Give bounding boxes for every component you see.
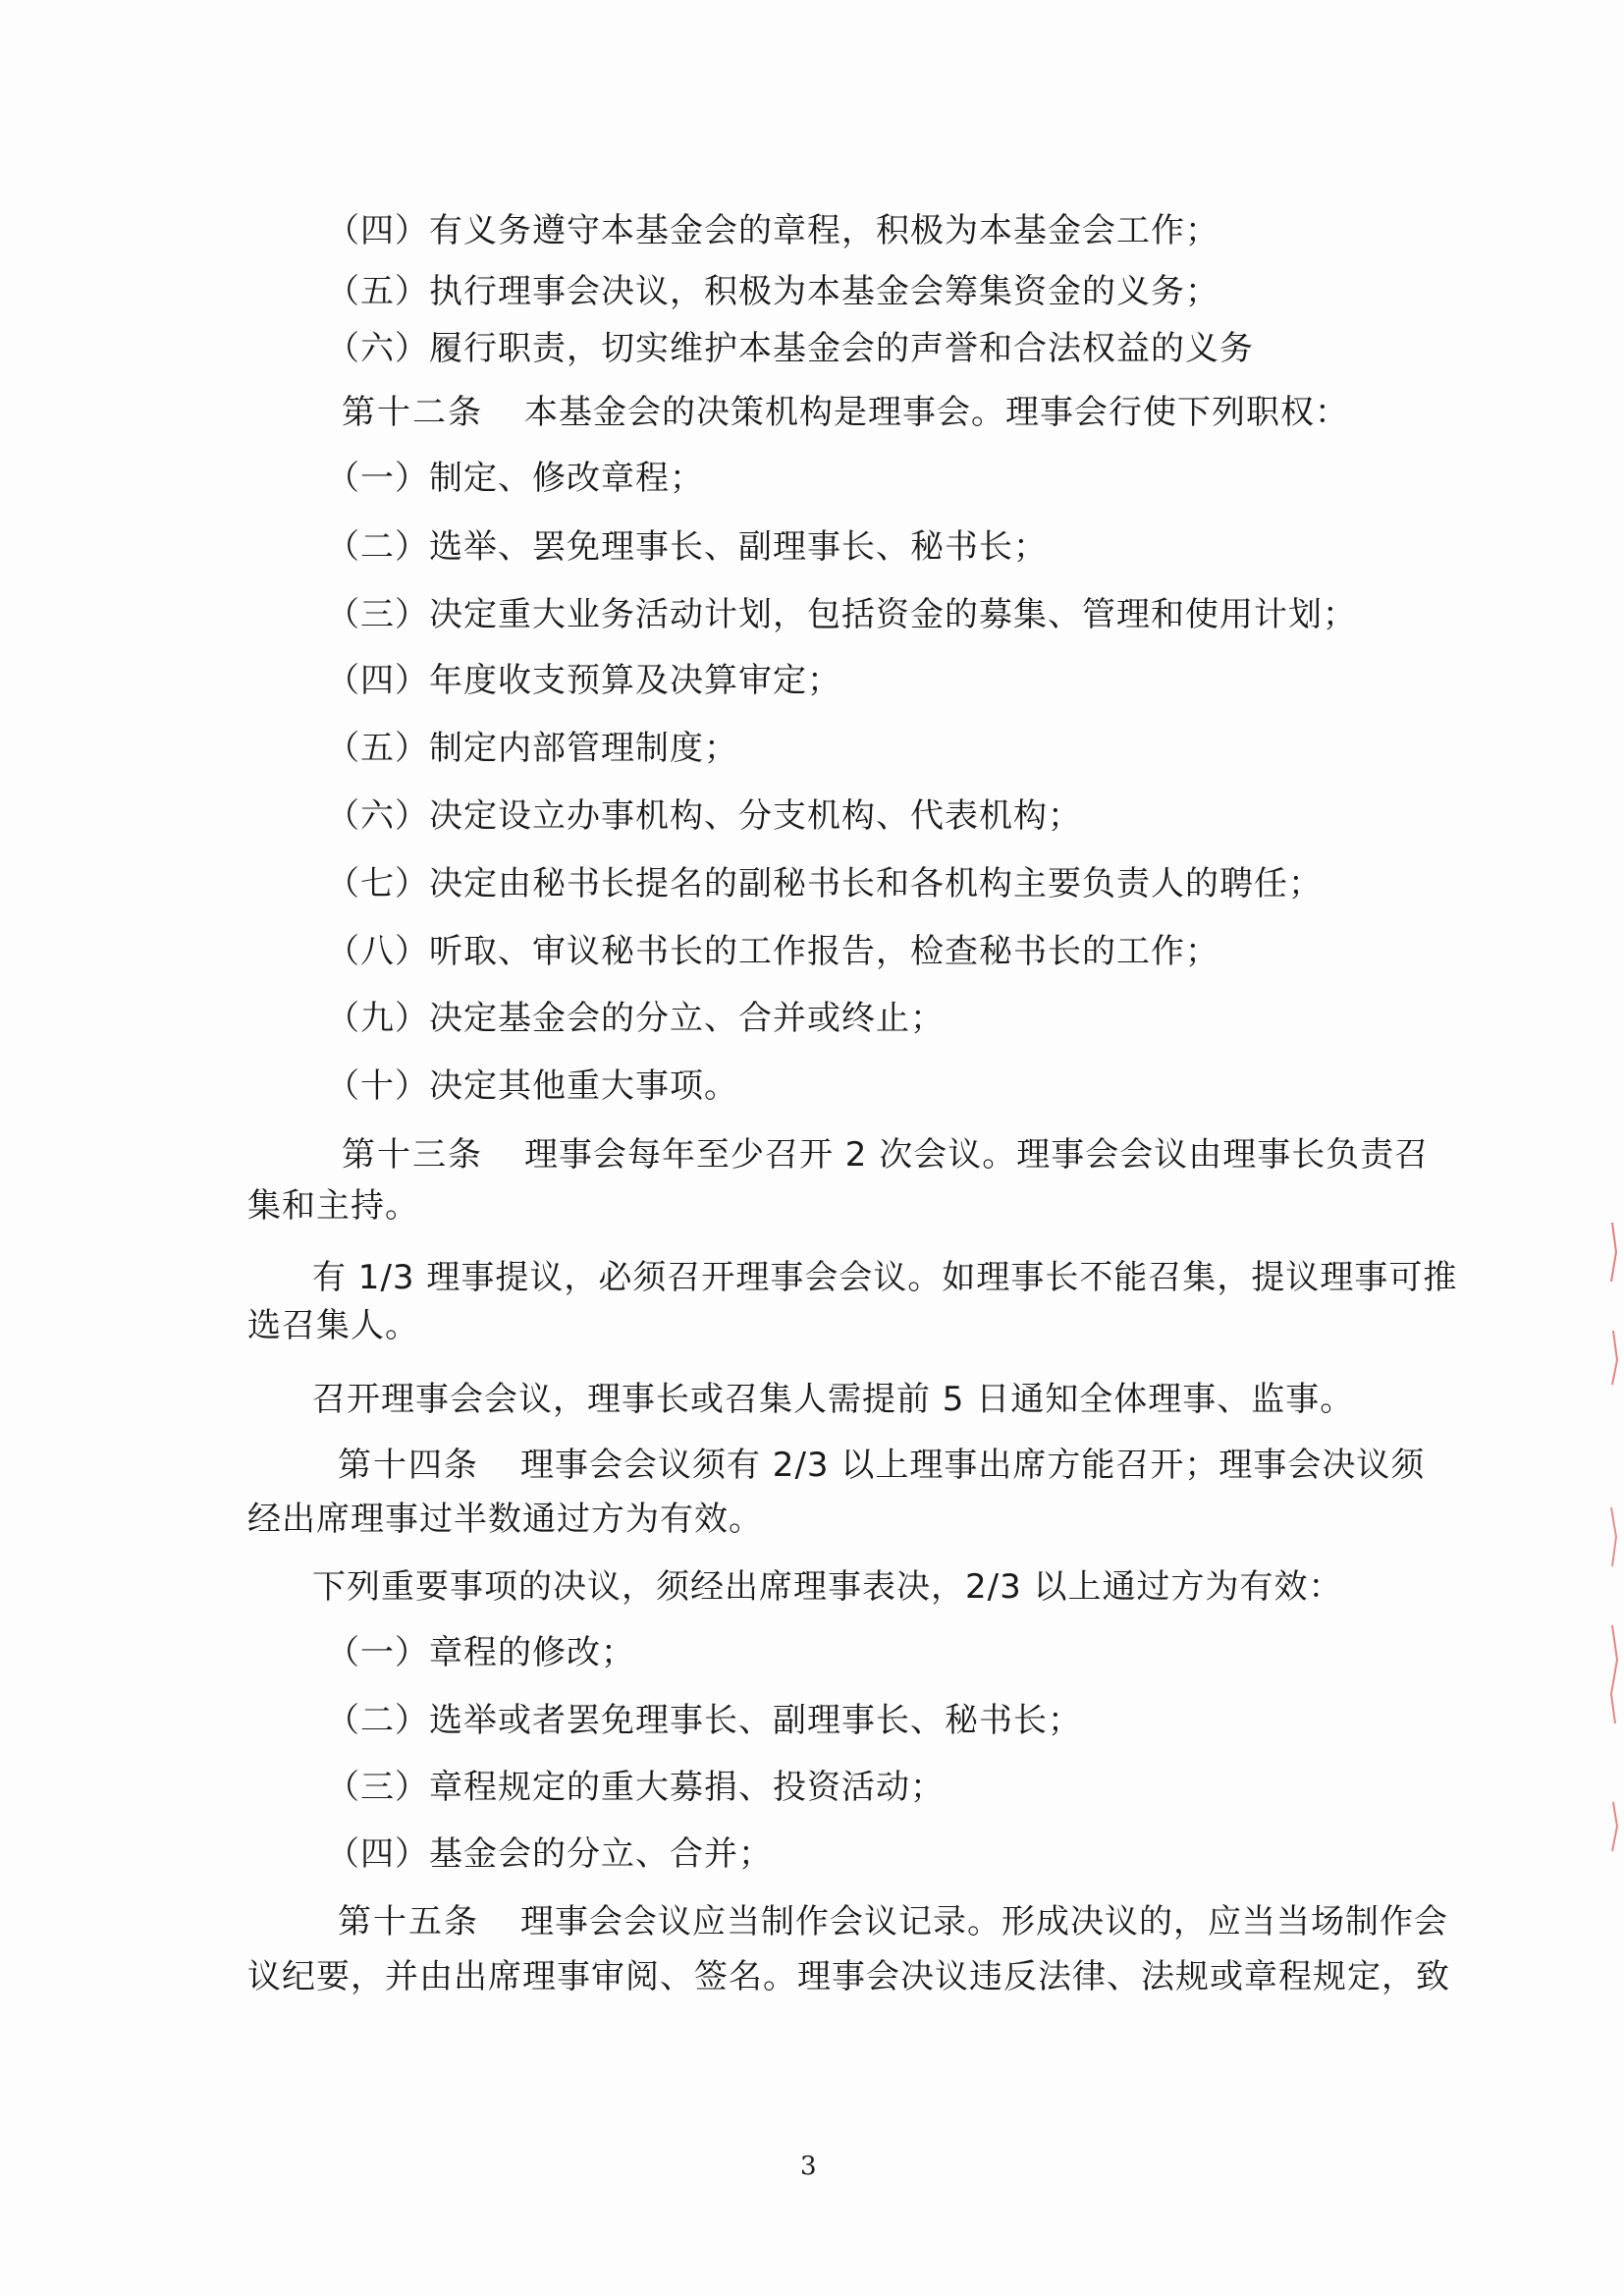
power-item-7: （七）决定由秘书长提名的副秘书长和各机构主要负责人的聘任； [326,864,1323,903]
article-15-text: 理事会会议应当制作会议记录。形成决议的，应当当场制作会 [520,1902,1448,1941]
article-14 [338,1444,1425,1487]
article-14-text-cont: 经出席理事过半数通过方为有效。 [247,1500,763,1539]
article-13-para-2: 有 1/3 理事提议，必须召开理事会会议。如理事长不能召集，提议理事可推 [312,1258,1458,1297]
power-item-2: （二）选举、罢免理事长、副理事长、秘书长； [326,527,1048,567]
power-item-4: （四）年度收支预算及决算审定； [326,661,841,700]
seal-stamp-edge [1606,1213,1620,1900]
article-13-text-cont: 集和主持。 [247,1186,419,1226]
article-13-heading: 第十三条 [342,1135,483,1175]
power-item-10: （十）决定其他重大事项。 [326,1066,738,1106]
article-14-para-2: 下列重要事项的决议，须经出席理事表决，2/3 以上通过方为有效： [312,1567,1343,1607]
article-15-text-cont: 议纪要，并由出席理事审阅、签名。理事会决议违反法律、法规或章程规定，致 [247,1957,1450,1996]
vote-item-1: （一）章程的修改； [326,1633,635,1672]
page-number: 3 [800,2152,817,2181]
duty-item-6: （六）履行职责，切实维护本基金会的声誉和合法权益的义务 [326,329,1254,368]
duty-item-5: （五）执行理事会决议，积极为本基金会筹集资金的义务； [326,272,1219,311]
power-item-3: （三）决定重大业务活动计划，包括资金的募集、管理和使用计划； [326,595,1357,634]
article-13-para-2-cont: 选召集人。 [247,1306,419,1345]
vote-item-3: （三）章程规定的重大募捐、投资活动； [326,1768,945,1807]
vote-item-2: （二）选举或者罢免理事长、副理事长、秘书长； [326,1701,1082,1740]
power-item-6: （六）决定设立办事机构、分支机构、代表机构； [326,796,1082,836]
article-15-heading: 第十五条 [338,1902,479,1941]
article-14-heading: 第十四条 [338,1446,479,1485]
vote-item-4: （四）基金会的分立、合并； [326,1834,773,1874]
article-12-heading: 第十二条 [342,393,483,432]
duty-item-4: （四）有义务遵守本基金会的章程，积极为本基金会工作； [326,211,1219,250]
article-12-text: 本基金会的决策机构是理事会。理事会行使下列职权： [524,393,1349,432]
power-item-1: （一）制定、修改章程； [326,459,704,498]
power-item-5: （五）制定内部管理制度； [326,729,738,768]
power-item-9: （九）决定基金会的分立、合并或终止； [326,999,945,1038]
article-13-para-3: 召开理事会会议，理事长或召集人需提前 5 日通知全体理事、监事。 [312,1380,1355,1419]
article-13 [342,1133,1429,1176]
article-15 [338,1900,1448,1943]
article-12 [342,391,1349,434]
power-item-8: （八）听取、审议秘书长的工作报告，检查秘书长的工作； [326,932,1219,971]
article-13-text: 理事会每年至少召开 2 次会议。理事会会议由理事长负责召 [524,1135,1430,1175]
article-14-text: 理事会会议须有 2/3 以上理事出席方能召开；理事会决议须 [520,1446,1426,1485]
